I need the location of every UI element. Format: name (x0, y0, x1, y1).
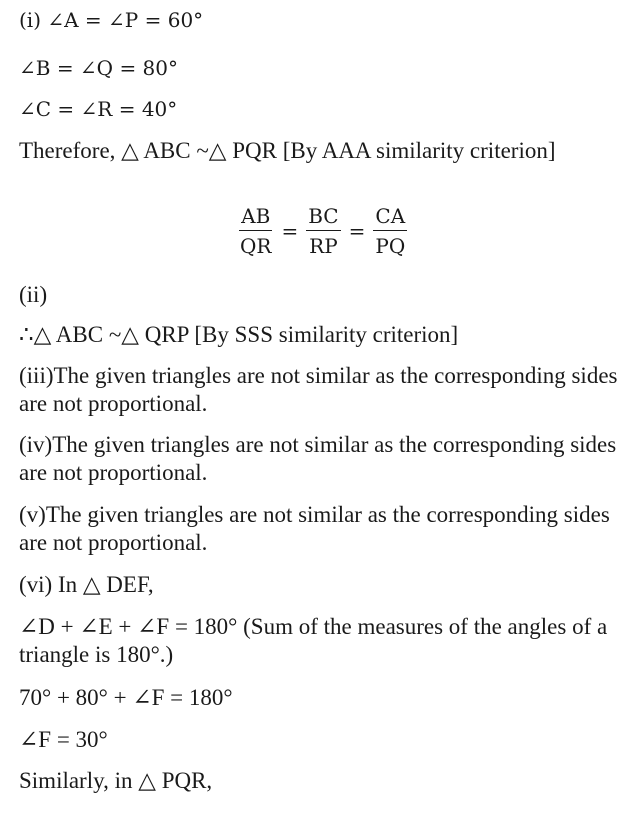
fraction-ca-pq (373, 204, 407, 258)
fraction-ab-qr (238, 204, 273, 258)
line-aaa-conclusion: Therefore, △ ABC ~△ PQR [By AAA similarity criterion] (19, 138, 556, 163)
fraction-bc-rp (306, 204, 340, 258)
line-part-ii: (ii) (19, 282, 48, 307)
line-part-vi: (vi) In △ DEF, (19, 572, 154, 597)
line-part-iv: (iv)The given triangles are not similar as the corresponding sides are not proportional. (19, 432, 617, 485)
line-angles-b-q: ∠B = ∠Q = 80° (19, 56, 179, 80)
line-angle-f: ∠F = 30° (19, 727, 108, 752)
line-substitution: 70° + 80° + ∠F = 180° (19, 685, 233, 710)
equals-sign: = (348, 219, 366, 243)
line-angles-c-r: ∠C = ∠R = 40° (19, 97, 178, 121)
denominator: PQ (375, 234, 406, 258)
line-sss-conclusion: ∴△ ABC ~△ QRP [By SSS similarity criterion] (19, 322, 459, 347)
numerator: CA (373, 204, 407, 231)
numerator: BC (306, 204, 340, 231)
ratio-equation (238, 204, 407, 258)
line-part-iii: (iii)The given triangles are not similar as the corresponding sides are not proportional. (19, 363, 618, 416)
line-angle-sum: ∠D + ∠E + ∠F = 180° (Sum of the measures of the angles of a triangle is 180°.) (19, 614, 608, 667)
numerator: AB (239, 204, 272, 231)
line-part-v: (v)The given triangles are not similar as the corresponding sides are not proportional. (19, 502, 610, 555)
denominator: QR (240, 234, 272, 258)
line-angles-a-p: (i) ∠A = ∠P = 60° (19, 8, 204, 32)
denominator: RP (309, 234, 338, 258)
line-similarly-pqr: Similarly, in △ PQR, (19, 768, 213, 793)
equals-sign: = (281, 219, 299, 243)
